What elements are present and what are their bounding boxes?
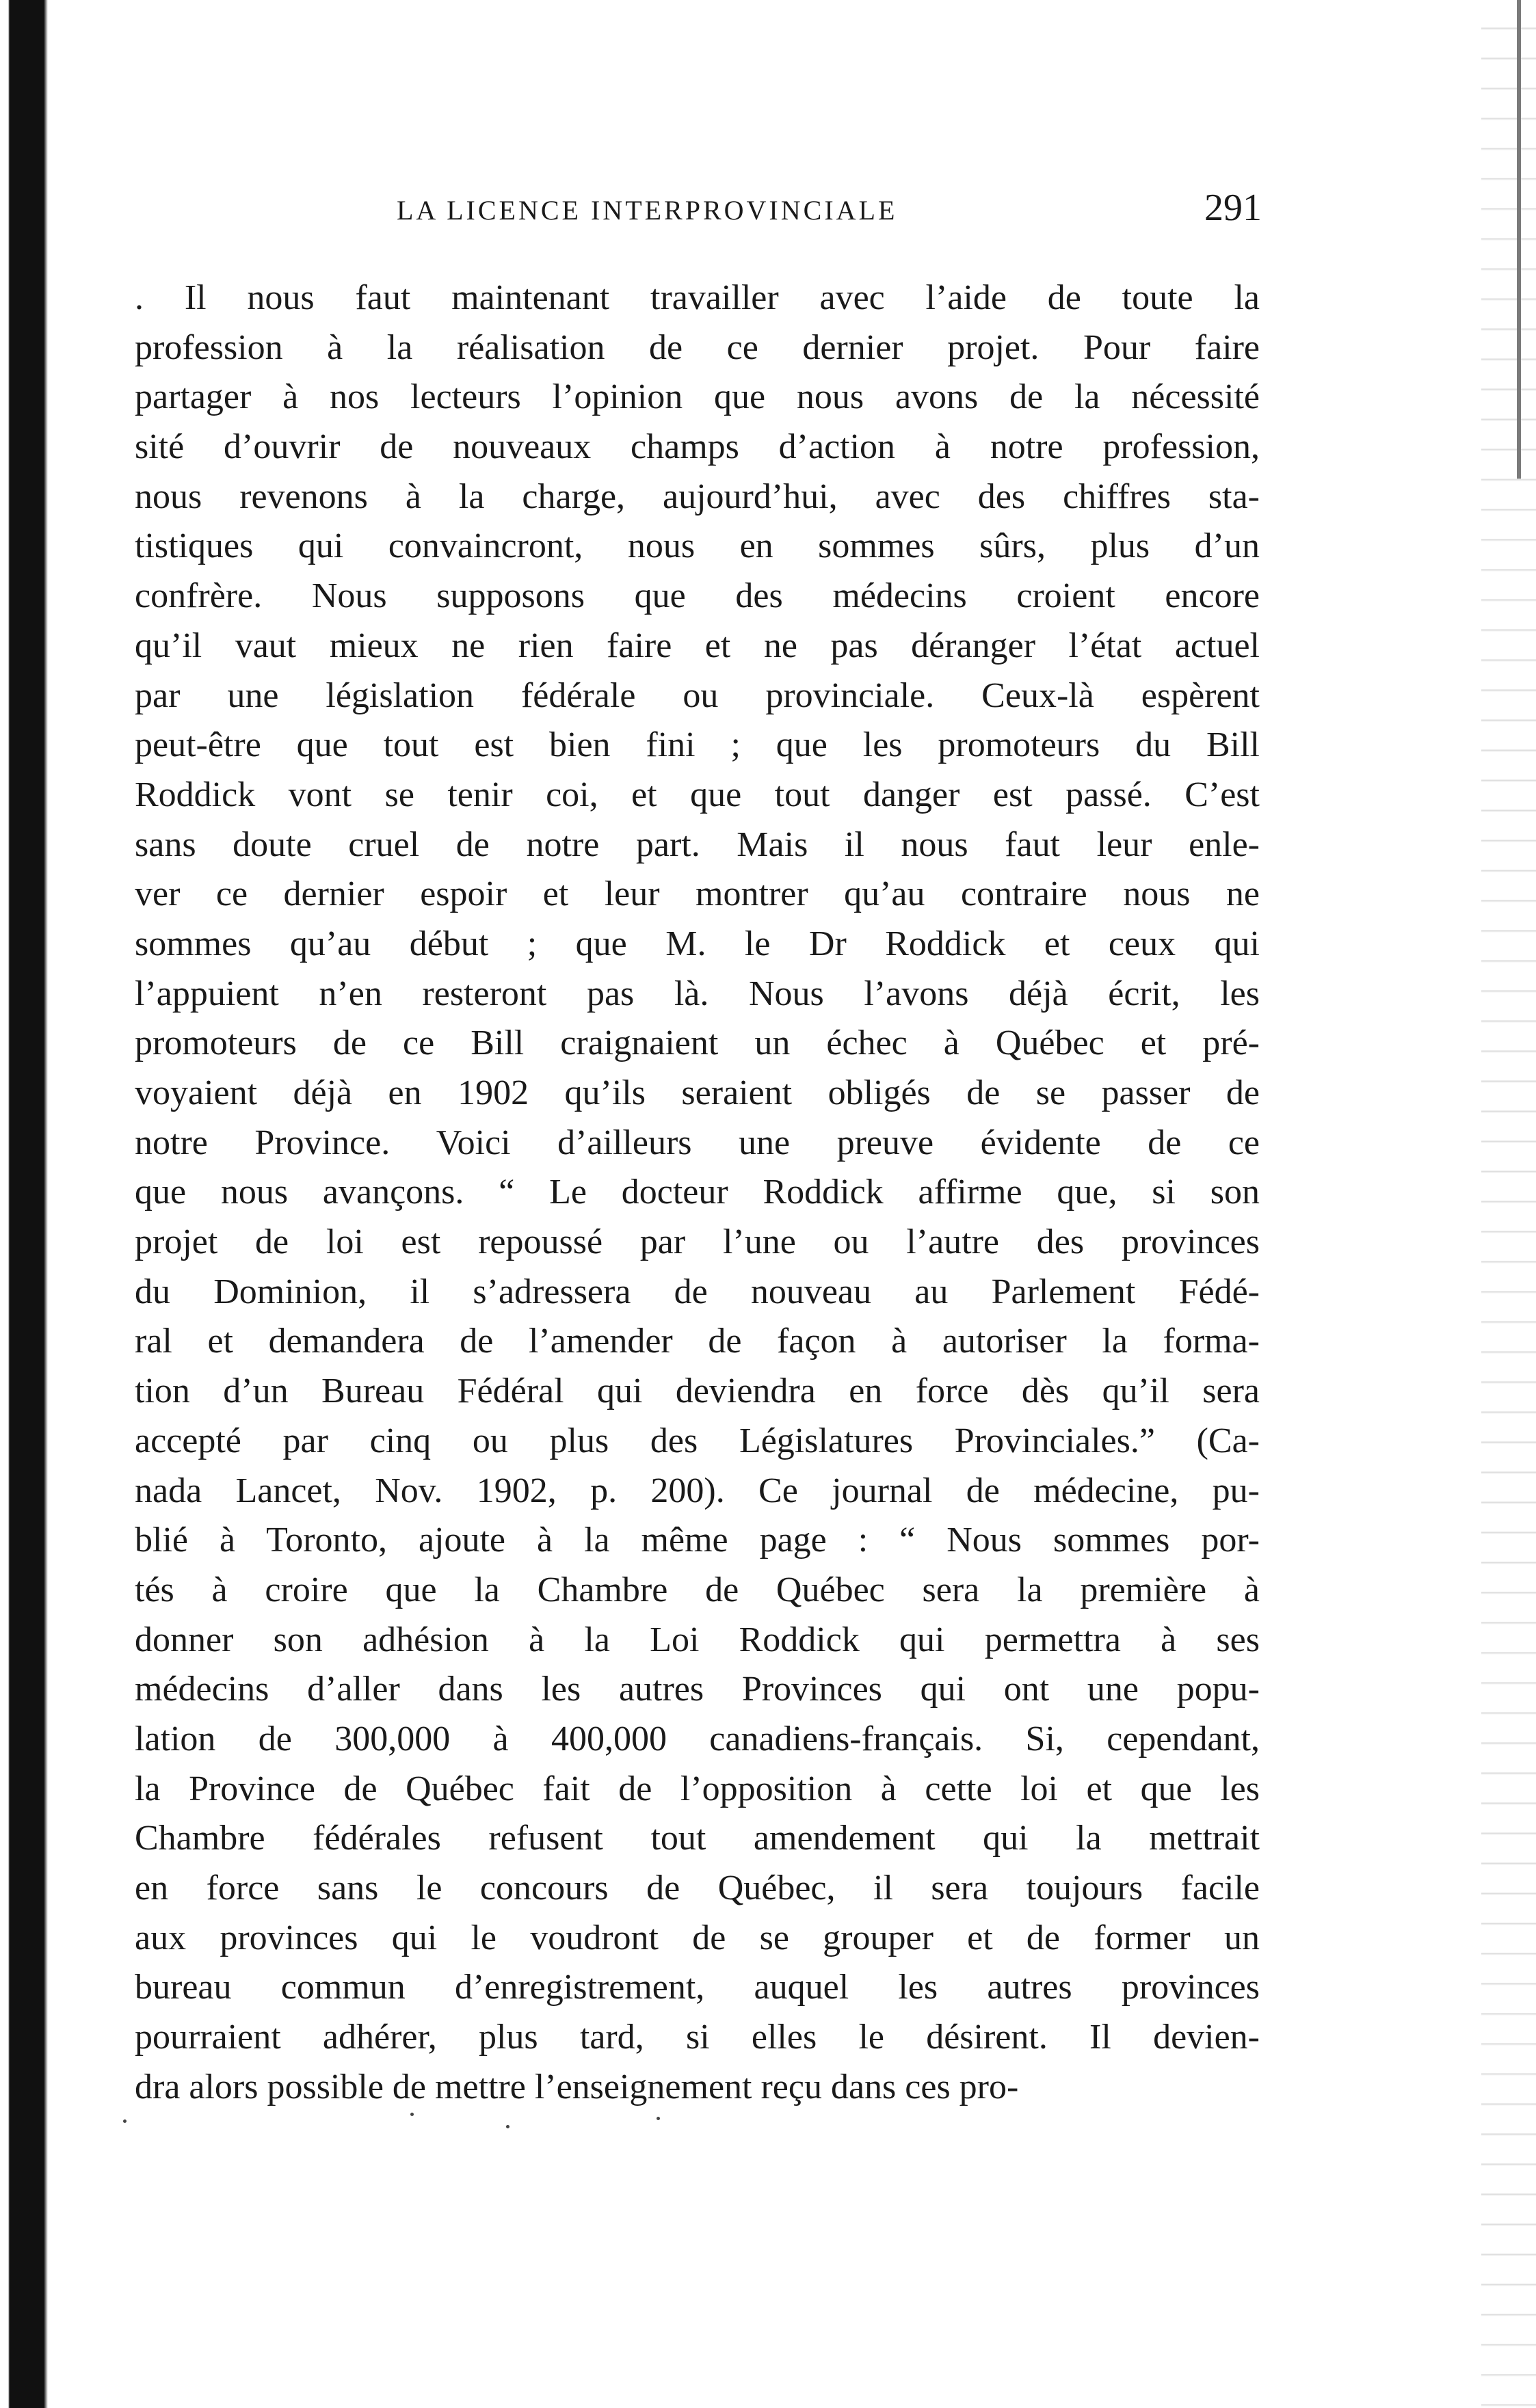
text-line: voyaient déjà en 1902 qu’ils seraient obligés de se passer de — [135, 1073, 1260, 1112]
text-line: en force sans le concours de Québec, il sera toujours facile — [135, 1869, 1260, 1908]
text-line: tés à croire que la Chambre de Québec sera la première à — [135, 1570, 1260, 1609]
body-text — [135, 273, 1260, 2112]
text-line: Chambre fédérales refusent tout amendement qui la mettrait — [135, 1819, 1260, 1858]
text-line: blié à Toronto, ajoute à la même page : “ Nous sommes por- — [135, 1521, 1260, 1560]
text-line: du Dominion, il s’adressera de nouveau au Parlement Fédé- — [135, 1272, 1260, 1311]
text-line: médecins d’aller dans les autres Provinces qui ont une popu- — [135, 1670, 1260, 1709]
text-line: la Province de Québec fait de l’opposition à cette loi et que les — [135, 1769, 1260, 1808]
text-line: partager à nos lecteurs l’opinion que nous avons de la nécessité — [135, 377, 1260, 417]
page-binding-edge — [0, 0, 53, 2408]
text-line: sité d’ouvrir de nouveaux champs d’action à notre profession, — [135, 427, 1260, 467]
text-line: nous revenons à la charge, aujourd’hui, avec des chiffres sta- — [135, 477, 1260, 516]
text-line: par une législation fédérale ou provinciale. Ceux-là espèrent — [135, 675, 1260, 715]
text-line: lation de 300,000 à 400,000 canadiens-français. Si, cependant, — [135, 1719, 1260, 1758]
text-line: aux provinces qui le voudront de se grouper et de former un — [135, 1918, 1260, 1957]
text-line: dra alors possible de mettre l’enseignement reçu dans ces pro- — [135, 2067, 1019, 2106]
text-line: notre Province. Voici d’ailleurs une preuve évidente de ce — [135, 1123, 1260, 1162]
text-line: tistiques qui convaincront, nous en sommes sûrs, plus d’un — [135, 526, 1260, 566]
text-line: . Il nous faut maintenant travailler avec l’aide de toute la — [135, 278, 1260, 317]
text-line: donner son adhésion à la Loi Roddick qui permettra à ses — [135, 1620, 1260, 1659]
scan-specks — [123, 2113, 739, 2133]
text-line: l’appuient n’en resteront pas là. Nous l’avons déjà écrit, les — [135, 974, 1260, 1013]
text-line: sommes qu’au début ; que M. le Dr Roddick et ceux qui — [135, 924, 1260, 963]
text-line: projet de loi est repoussé par l’une ou l’autre des provinces — [135, 1222, 1260, 1262]
text-line: accepté par cinq ou plus des Législatures Provinciales.” (Ca- — [135, 1421, 1260, 1460]
text-line: nada Lancet, Nov. 1902, p. 200). Ce journal de médecine, pu- — [135, 1471, 1260, 1510]
running-header — [137, 186, 1262, 248]
running-title: LA LICENCE INTERPROVINCIALE — [397, 195, 898, 226]
text-line: confrère. Nous supposons que des médecins croient encore — [135, 576, 1260, 616]
text-line: profession à la réalisation de ce dernier projet. Pour faire — [135, 327, 1260, 367]
page-number: 291 — [1204, 187, 1262, 229]
text-line: Roddick vont se tenir coi, et que tout danger est passé. C’est — [135, 775, 1260, 814]
text-line: pourraient adhérer, plus tard, si elles le désirent. Il devien- — [135, 2018, 1260, 2057]
text-line: que nous avançons. “ Le docteur Roddick affirme que, si son — [135, 1173, 1260, 1212]
text-line: promoteurs de ce Bill craignaient un échec à Québec et pré- — [135, 1024, 1260, 1063]
text-line: qu’il vaut mieux ne rien faire et ne pas déranger l’état actuel — [135, 626, 1260, 665]
page-right-edge-noise — [1481, 0, 1536, 2408]
text-line: ver ce dernier espoir et leur montrer qu’au contraire nous ne — [135, 874, 1260, 914]
text-line: peut-être que tout est bien fini ; que les promoteurs du Bill — [135, 725, 1260, 765]
text-line: ral et demandera de l’amender de façon à autoriser la forma- — [135, 1322, 1260, 1361]
text-line: sans doute cruel de notre part. Mais il nous faut leur enle- — [135, 825, 1260, 864]
text-line: tion d’un Bureau Fédéral qui deviendra en force dès qu’il sera — [135, 1372, 1260, 1411]
text-line: bureau commun d’enregistrement, auquel les autres provinces — [135, 1968, 1260, 2007]
